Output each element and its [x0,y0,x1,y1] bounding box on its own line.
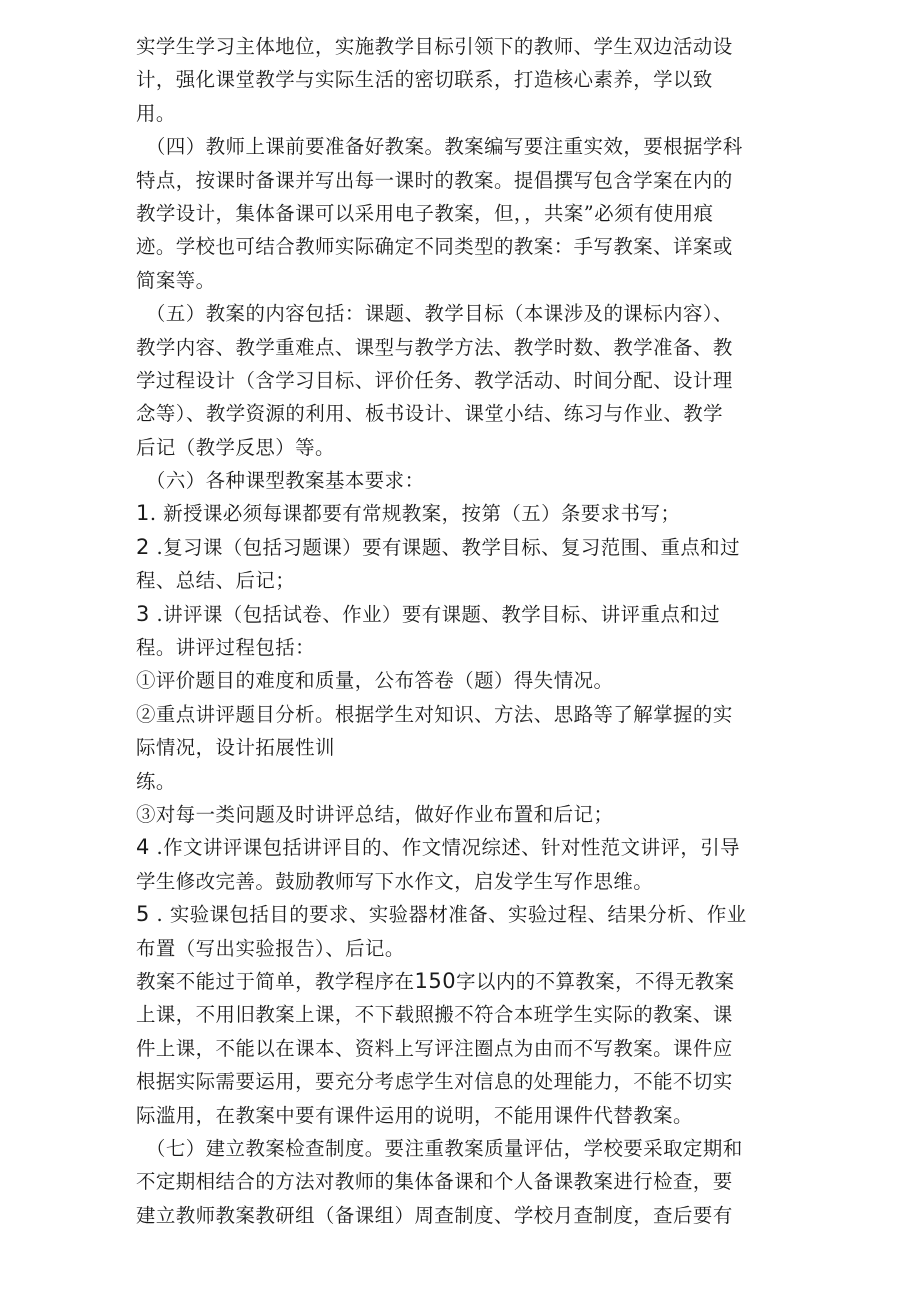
text-line: 计，强化课堂教学与实际生活的密切联系，打造核心素养，学以致 [136,68,713,92]
text-line: 练。 [136,769,176,793]
item-number: 5 [136,902,150,927]
text-line: 学生修改完善。鼓励教师写下水作文，启发学生写作思维。 [136,869,654,893]
text-line: 迹。学校也可结合教师实际确定不同类型的教案：手写教案、详案或 [136,235,733,259]
text-line: 建立教师教案教研组（备课组）周查制度、学校月查制度，查后要有 [136,1203,733,1227]
text-line: 学过程设计（含学习目标、评价任务、教学活动、时间分配、设计理 [136,368,733,392]
item-number: 2 [136,534,150,559]
item-number: 1 [136,501,150,526]
list-item-3 [136,598,800,631]
text-line: 教学设计，集体备课可以采用电子教案，但，，共案”必须有使用痕 [136,201,714,225]
text-line: 布置（写出实验报告）、后记。 [136,936,405,960]
text-line: 念等）、教学资源的利用、板书设计、课堂小结、练习与作业、教学 [136,402,724,426]
text-segment: 字以内的不算教案，不得无教案 [456,969,735,993]
section-heading-4: （四）教师上课前要准备好教案。教案编写要注重实效，要根据学科 [146,135,743,159]
text-line: 实学生学习主体地位，实施教学目标引领下的教师、学生双边活动设 [136,35,733,58]
list-item-1 [136,497,800,530]
item-text: .作文讲评课包括讲评目的、作文情况综述、针对性范文讲评，引导 [149,836,741,860]
text-line: 教学内容、教学重难点、课型与教学方法、教学时数、教学准备、教 [136,335,733,359]
section-heading-6: （六）各种课型教案基本要求： [146,469,425,493]
number-150: 150 [414,968,457,993]
text-line [136,965,800,998]
item-text: . 新授课必须每课都要有常规教案，按第（五）条要求书写； [149,502,681,526]
document-body [136,30,800,1232]
sub-item-2: ②重点讲评题目分析。根据学生对知识、方法、思路等了解掌握的实 [136,702,733,726]
section-heading-5: （五）教案的内容包括：课题、教学目标（本课涉及的课标内容）、 [146,302,734,326]
list-item-5 [136,898,800,931]
sub-item-3: ③对每一类问题及时讲评总结，做好作业布置和后记； [136,802,614,826]
item-text: . 实验课包括目的要求、实验器材准备、实验过程、结果分析、作业 [149,903,747,927]
text-line: 简案等。 [136,268,216,292]
item-text: .讲评课（包括试卷、作业）要有课题、教学目标、讲评重点和过 [149,602,721,626]
text-line: 际情况，设计拓展性训 [136,736,335,760]
item-number: 3 [136,601,150,626]
text-line: 特点，按课时备课并写出每一课时的教案。提倡撰写包含学案在内的 [136,168,733,192]
sub-item-1: ①评价题目的难度和质量，公布答卷（题）得失情况。 [136,669,614,693]
text-line: 后记（教学反思）等。 [136,435,335,459]
list-item-2 [136,531,800,564]
text-line: 根据实际需要运用，要充分考虑学生对信息的处理能力，不能不切实 [136,1070,733,1094]
text-line: 不定期相结合的方法对教师的集体备课和个人备课教案进行检查，要 [136,1170,733,1194]
text-line: 上课，不用旧教案上课，不下载照搬不符合本班学生实际的教案、课 [136,1003,733,1027]
text-line: 件上课，不能以在课本、资料上写评注圈点为由而不写教案。课件应 [136,1036,733,1060]
text-segment: 教案不能过于简单，教学程序在 [136,969,415,993]
list-item-4 [136,831,800,864]
item-number: 4 [136,835,150,860]
text-line: 际滥用，在教案中要有课件运用的说明，不能用课件代替教案。 [136,1103,693,1127]
text-line: 程、总结、后记； [136,569,296,593]
item-text: .复习课（包括习题课）要有课题、教学目标、复习范围、重点和过 [149,535,741,559]
section-heading-7: （七）建立教案检查制度。要注重教案质量评估，学校要采取定期和 [146,1136,743,1160]
text-line: 程。讲评过程包括： [136,636,316,660]
text-line: 用。 [136,101,176,125]
